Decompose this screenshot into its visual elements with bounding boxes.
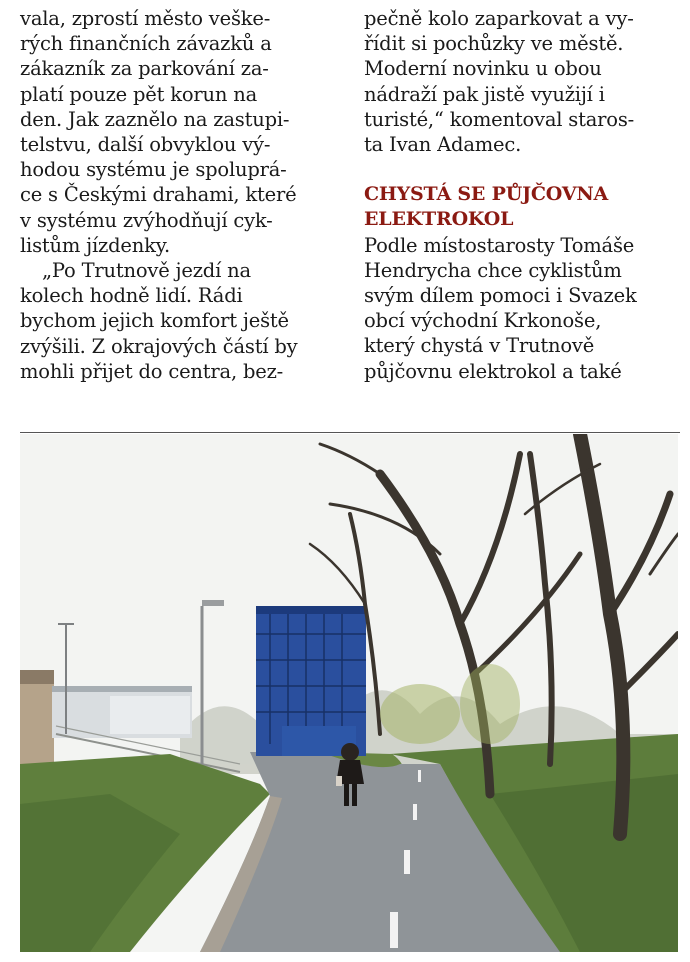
text-line: listům jízdenky. (20, 233, 170, 257)
text-line: Hendrycha chce cyklistům (364, 258, 622, 282)
text-line: Moderní novinku u obou (364, 57, 602, 81)
text-line: řídit si pochůzky ve městě. (364, 32, 624, 56)
text-line: v systému zvýhodňují cyk- (20, 208, 273, 232)
text-line: obcí východní Krkonoše, (364, 309, 602, 333)
text-line: který chystá v Trutnově (364, 334, 595, 358)
text-line: Podle místostarosty Tomáše (364, 233, 635, 257)
text-line: kolech hodně lidí. Rádi (20, 284, 243, 308)
text-line: mohli přijet do centra, bez- (20, 359, 284, 383)
text-line: bychom jejich komfort ještě (20, 309, 289, 333)
text-line: pečně kolo zaparkovat a vy- (364, 7, 634, 30)
text-line: platí pouze pět korun na (20, 82, 258, 106)
text-line: den. Jak zaznělo na zastupi- (20, 107, 290, 131)
text-line: turisté,“ komentoval staros- (364, 107, 635, 131)
text-line: nádraží pak jistě využijí i (364, 82, 605, 106)
subheading: ELEKTROKOL (364, 208, 514, 231)
photo-divider (20, 432, 680, 433)
article-column-right (364, 6, 682, 384)
text-line: hodou systému je spoluprá- (20, 158, 287, 182)
text-line: vala, zprostí město veške- (20, 7, 271, 30)
text-line: zvýšili. Z okrajových částí by (20, 334, 298, 358)
subheading: CHYSTÁ SE PŮJČOVNA (364, 183, 609, 206)
paragraph-gap (364, 157, 682, 182)
text-line: rých finančních závazků a (20, 32, 272, 56)
text-line: „Po Trutnově jezdí na (42, 259, 251, 283)
text-line: půjčovnu elektrokol a také (364, 359, 622, 383)
text-line: svým dílem pomoci i Svazek (364, 284, 637, 308)
text-line: telstvu, další obvyklou vý- (20, 133, 271, 157)
text-line: ta Ivan Adamec. (364, 133, 522, 157)
article-column-left (20, 6, 338, 384)
bike-path-scene (20, 434, 678, 952)
text-line: ce s Českými drahami, které (20, 183, 297, 207)
text-line: zákazník za parkování za- (20, 57, 269, 81)
article-photo (20, 434, 678, 952)
